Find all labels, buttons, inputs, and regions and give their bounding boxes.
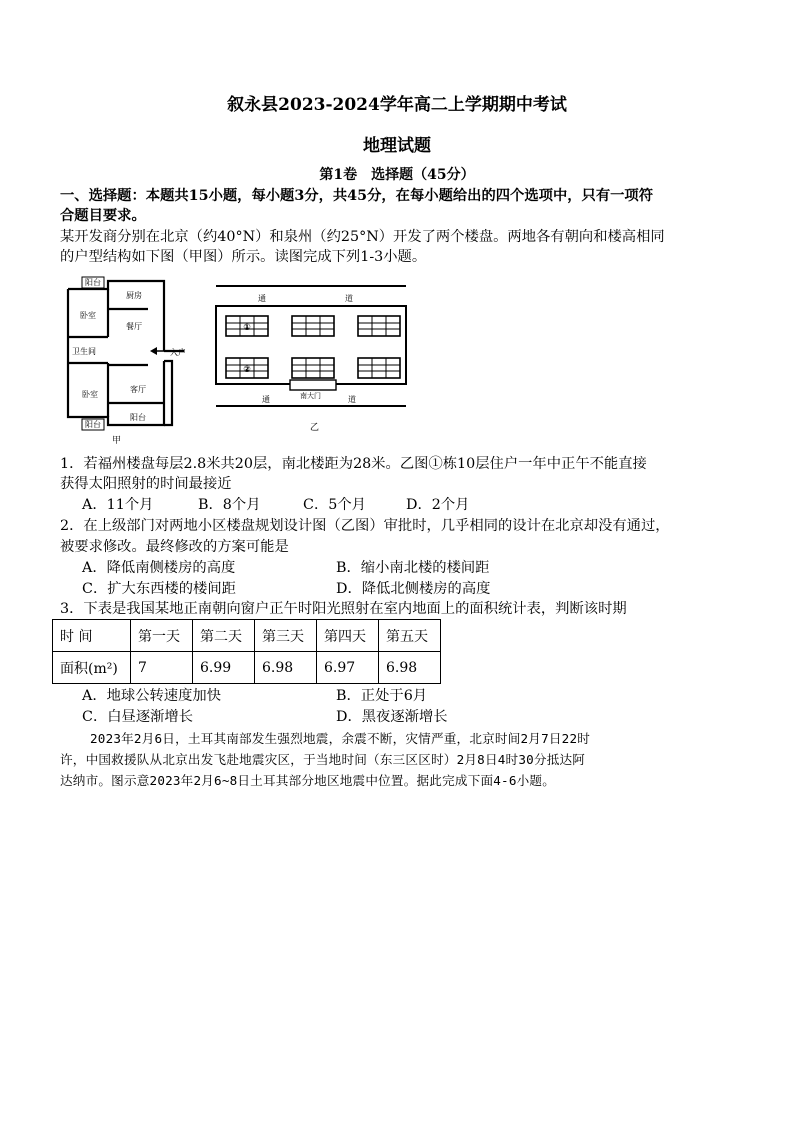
table-cell: 7 xyxy=(131,652,193,684)
q1-line2: 获得太阳照射的时间最接近 xyxy=(60,476,232,492)
building-2-label: ② xyxy=(243,365,251,375)
figure-jia-caption: 甲 xyxy=(112,436,122,446)
table-row xyxy=(53,652,441,684)
table-header-row xyxy=(53,620,441,652)
subject-title: 地理试题 xyxy=(363,136,431,156)
building-bottom-right xyxy=(358,358,400,378)
q2-option-a[interactable]: A．降低南侧楼房的高度 xyxy=(82,560,236,576)
intro1-line1: 某开发商分别在北京（约40°N）和泉州（约25°N）开发了两个楼盘。两地各有朝向和楼高相同 xyxy=(60,229,665,245)
table-header-cell: 第四天 xyxy=(317,620,379,652)
room-entrance: 入户 xyxy=(170,348,186,357)
q3-option-b[interactable]: B．正处于6月 xyxy=(336,688,428,704)
road-top-char2: 道 xyxy=(345,294,353,303)
q2-option-c[interactable]: C．扩大东西楼的楼间距 xyxy=(82,581,236,597)
q1-line1: 1．若福州楼盘每层2.8米共20层，南北楼距为28米。乙图①栋10层住户一年中正午不能直接 xyxy=(60,456,647,472)
room-bedroom-top: 卧室 xyxy=(80,311,96,320)
intro2-line3: 达纳市。图示意2023年2月6~8日土耳其部分地区地震中位置。据此完成下面4-6小题。 xyxy=(60,773,556,788)
table-cell: 6.99 xyxy=(193,652,255,684)
room-balcony-top: 阳台 xyxy=(85,278,101,287)
room-dining: 餐厅 xyxy=(126,322,142,331)
table-cell: 6.98 xyxy=(255,652,317,684)
room-bathroom: 卫生间 xyxy=(72,347,96,356)
room-bedroom-bottom: 卧室 xyxy=(82,390,98,399)
intro2-line2: 许，中国救援队从北京出发飞赴地震灾区，于当地时间（东三区区时）2月8日4时30分抵达阿 xyxy=(60,752,586,767)
road-bottom-char1: 通 xyxy=(262,395,270,404)
q3-line1: 3．下表是我国某地正南朝向窗户正午时阳光照射在室内地面上的面积统计表，判断该时期 xyxy=(60,601,627,617)
room-balcony-bottom-left: 阳台 xyxy=(85,420,101,429)
q2-line1: 2．在上级部门对两地小区楼盘规划设计图（乙图）审批时，几乎相同的设计在北京却没有通过， xyxy=(60,518,670,534)
building-top-middle xyxy=(292,316,334,336)
q2-option-b[interactable]: B．缩小南北楼的楼间距 xyxy=(336,560,490,576)
figure-yi-caption: 乙 xyxy=(310,423,320,432)
exam-title: 叙永县2023-2024学年高二上学期期中考试 xyxy=(227,95,567,115)
instructions-line1: 一、选择题：本题共15小题，每小题3分，共45分，在每小题给出的四个选项中，只有一项符 xyxy=(60,188,654,204)
road-bottom-char2: 道 xyxy=(348,395,356,404)
building-1-label: ① xyxy=(243,323,251,333)
table-row-label: 面积(m²) xyxy=(53,652,131,684)
q1-option-b[interactable]: B．8个月 xyxy=(198,497,261,513)
south-gate xyxy=(290,380,336,390)
q3-option-d[interactable]: D．黑夜逐渐增长 xyxy=(336,709,448,725)
table-header-cell: 第五天 xyxy=(379,620,441,652)
q1-option-a[interactable]: A．11个月 xyxy=(82,497,154,513)
q3-option-a[interactable]: A．地球公转速度加快 xyxy=(82,688,221,704)
table-cell: 6.97 xyxy=(317,652,379,684)
room-balcony-bottom: 阳台 xyxy=(130,413,146,422)
q2-option-d[interactable]: D．降低北侧楼房的高度 xyxy=(336,581,491,597)
building-bottom-middle xyxy=(292,358,334,378)
floor-plan-figure xyxy=(60,275,200,447)
room-living: 客厅 xyxy=(130,385,146,394)
intro2-line1: 2023年2月6日，土耳其南部发生强烈地震，余震不断，灾情严重，北京时间2月7日22时 xyxy=(90,731,591,746)
table-header-cell: 第二天 xyxy=(193,620,255,652)
sunlight-area-table xyxy=(52,619,441,684)
table-header-cell: 第三天 xyxy=(255,620,317,652)
table-header-cell: 第一天 xyxy=(131,620,193,652)
q3-option-c[interactable]: C．白昼逐渐增长 xyxy=(82,709,194,725)
section-title: 第1卷 选择题（45分） xyxy=(319,167,475,183)
arrow-icon xyxy=(150,347,157,355)
instructions-line2: 合题目要求。 xyxy=(60,208,146,224)
intro1-line2: 的户型结构如下图（甲图）所示。读图完成下列1-3小题。 xyxy=(60,249,427,265)
table-cell: 6.98 xyxy=(379,652,441,684)
room-kitchen: 厨房 xyxy=(126,291,142,300)
table-header-cell: 时 间 xyxy=(53,620,131,652)
q1-option-c[interactable]: C．5个月 xyxy=(303,497,366,513)
gate-label: 南大门 xyxy=(300,392,321,400)
building-top-right xyxy=(358,316,400,336)
q2-line2: 被要求修改。最终修改的方案可能是 xyxy=(60,539,289,555)
q1-option-d[interactable]: D．2个月 xyxy=(406,497,470,513)
road-top-char1: 通 xyxy=(258,294,266,303)
site-plan-figure xyxy=(210,282,410,432)
